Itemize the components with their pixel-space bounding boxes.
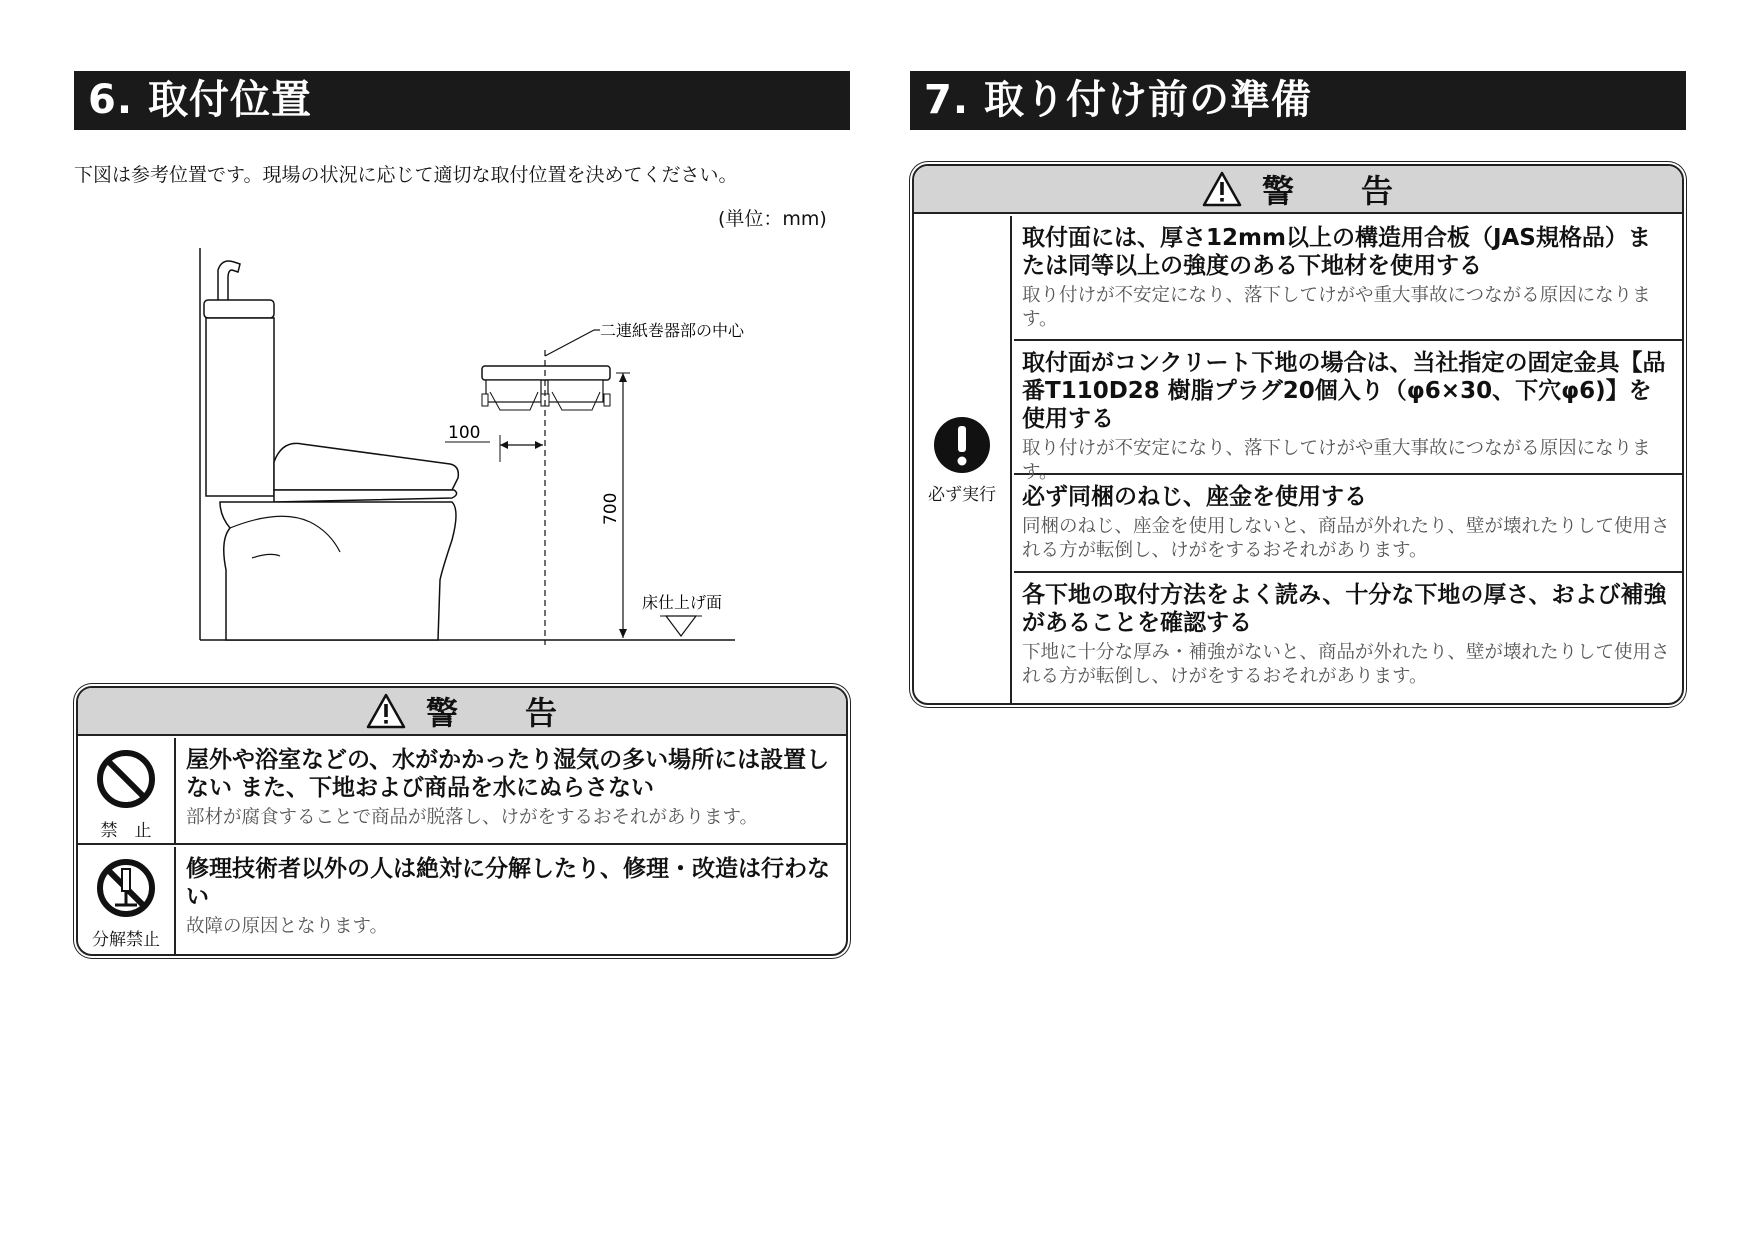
warning-triangle-icon <box>1202 171 1242 207</box>
warning-box-section7 <box>912 164 1684 705</box>
toilet-diagram-svg <box>190 240 750 650</box>
unit-note: (単位：mm) <box>718 208 827 230</box>
warning-row-2 <box>1014 341 1682 483</box>
prohibited-icon <box>95 748 157 810</box>
no-disassembly-label: 分解禁止 <box>92 930 160 950</box>
mandatory-action-icon <box>933 416 991 474</box>
toilet-seat <box>274 490 457 502</box>
warning-row-3 <box>1014 475 1682 573</box>
section-6-intro: 下図は参考位置です。現場の状況に応じて適切な取付位置を決めてください。 <box>74 164 738 186</box>
prohibited-label: 禁 止 <box>100 821 152 841</box>
warning-sub-text: 同梱のねじ、座金を使用しないと、商品が外れたり、壁が壊れたりして使用される方が転倒し、けがをするおそれがあります。 <box>1022 516 1670 561</box>
floor-label: 床仕上げ面 <box>642 593 723 612</box>
warning-row-1 <box>1014 216 1682 341</box>
warning-main-text: 修理技術者以外の人は絶対に分解したり、修理・改造は行わない <box>186 856 830 910</box>
mandatory-label: 必ず実行 <box>928 485 996 505</box>
warning-main-text: 屋外や浴室などの、水がかかったり湿気の多い場所には設置しない また、下地および商品を水にぬらさない <box>186 747 830 801</box>
warning-sub-text: 部材が腐食することで商品が脱落し、けがをするおそれがあります。 <box>186 807 759 828</box>
toilet-lid <box>274 443 458 490</box>
warning-main-text: 取付面がコンクリート下地の場合は、当社指定の固定金具【品番T110D28 樹脂プラグ20個入り（φ6×30、下穴φ6)】を使用する <box>1022 350 1666 432</box>
warning-sub-text: 取り付けが不安定になり、落下してけがや重大事故につながる原因になります。 <box>1022 285 1651 330</box>
warning-title: 警 告 <box>1261 172 1394 210</box>
warning-main-text: 各下地の取付方法をよく読み、十分な下地の厚さ、および補強があることを確認する <box>1022 582 1667 636</box>
paper-holder-top <box>482 366 610 380</box>
floor-level-marker <box>666 616 696 636</box>
mandatory-icon-cell <box>914 216 1012 703</box>
warning-box-section6 <box>76 686 848 956</box>
tank-body <box>206 318 274 496</box>
warning-row-no-disassembly <box>78 847 846 956</box>
warning-main-text: 取付面には、厚さ12mm以上の構造用合板（JAS規格品）または同等以上の強度のある下地材を使用する <box>1022 225 1651 279</box>
installation-position-diagram <box>190 240 750 650</box>
warning-header <box>78 688 846 736</box>
dim-700-label: 700 <box>601 492 621 525</box>
warning-sub-text: 取り付けが不安定になり、落下してけがや重大事故につながる原因になります。 <box>1022 438 1651 483</box>
warning-main-text: 必ず同梱のねじ、座金を使用する <box>1022 484 1367 510</box>
toilet-bowl <box>220 502 456 640</box>
warning-triangle-icon <box>366 693 406 729</box>
center-label: 二連紙巻器部の中心 <box>600 321 745 340</box>
dim-100-label: 100 <box>448 423 481 443</box>
warning-header <box>914 166 1682 214</box>
no-disassembly-icon <box>95 857 157 919</box>
warning-sub-text: 下地に十分な厚み・補強がないと、商品が外れたり、壁が壊れたりして使用される方が転倒し、けがをするおそれがあります。 <box>1022 642 1670 687</box>
tank-lid <box>204 300 274 318</box>
section-7-title: 7. 取り付け前の準備 <box>910 71 1686 130</box>
warning-title: 警 告 <box>425 694 558 732</box>
section-6-title: 6. 取付位置 <box>74 71 850 130</box>
warning-icon-cell <box>78 738 176 843</box>
warning-row-4 <box>1014 573 1682 703</box>
spout-shape <box>218 261 240 300</box>
warning-sub-text: 故障の原因となります。 <box>186 916 389 937</box>
warning-icon-cell <box>78 847 176 956</box>
warning-row-prohibited <box>78 738 846 845</box>
